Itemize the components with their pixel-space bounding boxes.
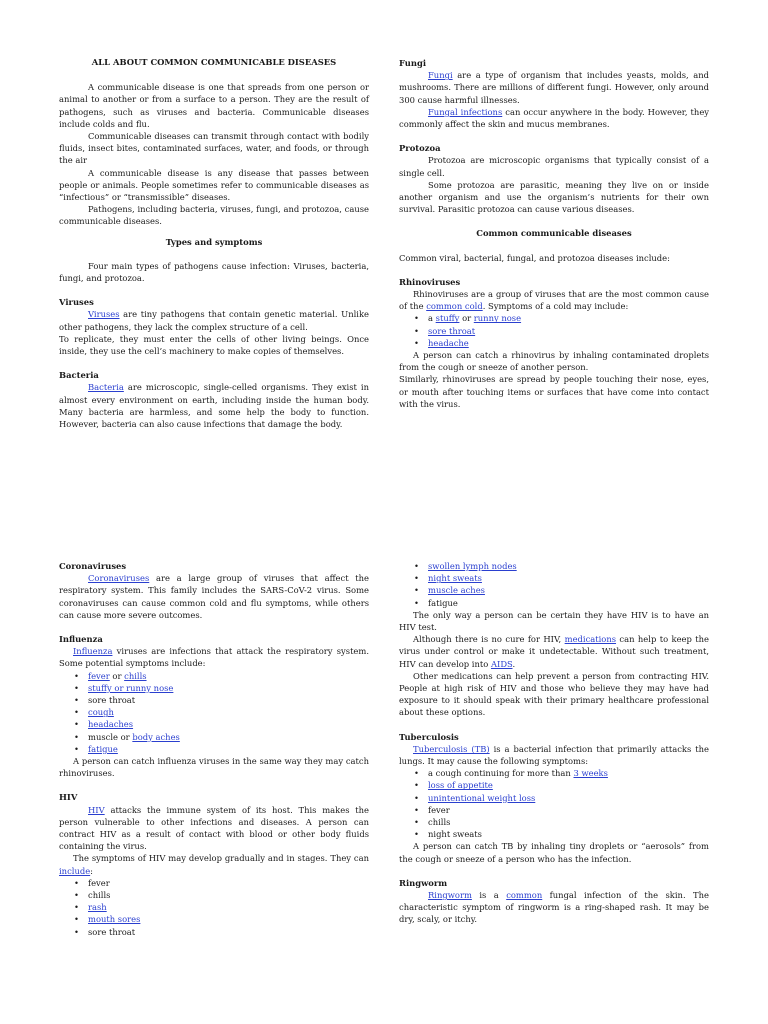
rhinoviruses-paragraph-2: A person can catch a rhinovirus by inhaling contaminated droplets from the cough or sneeze of another person. <box>399 350 709 373</box>
list-item <box>428 584 709 596</box>
viruses-paragraph: Viruses are tiny pathogens that contain genetic material. Unlike other pathogens, they lack the complex structure of a cell. <box>59 309 369 332</box>
list-item <box>88 743 369 755</box>
tuberculosis-link[interactable]: Tuberculosis (TB) <box>413 743 490 754</box>
list-item <box>88 901 369 913</box>
list-item: • chills <box>428 816 709 828</box>
viruses-heading: Viruses <box>59 297 94 308</box>
include-link[interactable]: include <box>59 865 91 876</box>
list-item: • muscle or body aches <box>88 731 369 743</box>
intro-paragraph-1: A communicable disease is one that spreads from one person or animal to another or from a surface to a person. They are the result of pathogens, such as viruses and bacteria. Communicable diseases include colds and flu. <box>59 82 369 129</box>
list-item: • a cough continuing for more than 3 weeks <box>428 767 709 779</box>
list-item <box>428 560 709 572</box>
list-item: • fever or chills <box>88 670 369 682</box>
influenza-link[interactable]: Influenza <box>73 646 113 657</box>
coronaviruses-paragraph: Coronaviruses are a large group of viruses that affect the respiratory system. This family includes the SARS-CoV-2 virus. Some coronaviruses can cause common cold and flu symptoms, while others can cause more severe outcomes. <box>59 573 369 620</box>
fungi-paragraph-2: Fungal infections can occur anywhere in the body. However, they commonly affect the skin and mucus membranes. <box>399 106 710 130</box>
bacteria-paragraph: Bacteria are microscopic, single-celled organisms. They exist in almost every environment on earth, including inside the human body. Many bacteria are harmless, and some help the body to function. However, bacteria can also cause infections that damage the body. <box>59 382 369 430</box>
sore-throat-link[interactable]: sore throat <box>428 325 476 336</box>
list-item <box>428 792 709 804</box>
hiv-paragraph-4: Although there is no cure for HIV, medications can help to keep the virus under control or make it undetectable. Without such treatment, HIV can develop into AIDS. <box>399 634 709 669</box>
list-item <box>428 337 709 349</box>
list-item <box>88 682 369 694</box>
coronaviruses-link[interactable]: Coronaviruses <box>88 573 150 584</box>
medications-link[interactable]: medications <box>564 634 617 645</box>
hiv-link[interactable]: HIV <box>88 804 105 815</box>
hiv-symptom-list-1 <box>59 877 369 938</box>
chills-link[interactable]: chills <box>124 670 147 681</box>
night-sweats-link[interactable]: night sweats <box>428 573 482 584</box>
hiv-paragraph-1: HIV attacks the immune system of its host. This makes the person vulnerable to other infections and diseases. A person can contract HIV as a result of contact with blood or other body fluids containing the virus. <box>59 804 369 852</box>
mouth-sores-link[interactable]: mouth sores <box>88 914 141 925</box>
list-item: • chills <box>88 889 369 901</box>
list-item <box>428 572 709 584</box>
protozoa-heading: Protozoa <box>399 143 441 154</box>
list-item: • night sweats <box>428 828 709 840</box>
tb-symptom-list <box>399 767 709 840</box>
types-paragraph: Four main types of pathogens cause infection: Viruses, bacteria, fungi, and protozoa. <box>59 260 369 284</box>
ringworm-paragraph: Ringworm is a common fungal infection of the skin. The characteristic symptom of ringworm is a ring-shaped rash. It may be dry, scaly, or itchy. <box>399 890 709 925</box>
headaches-link[interactable]: headaches <box>88 719 134 730</box>
list-item: • a stuffy or runny nose <box>428 312 709 324</box>
hiv-paragraph-3: The only way a person can be certain they have HIV is to have an HIV test. <box>399 609 709 633</box>
bacteria-link[interactable]: Bacteria <box>88 382 124 393</box>
influenza-paragraph-2: A person can catch influenza viruses in the same way they may catch rhinoviruses. <box>59 756 369 779</box>
list-item <box>428 325 709 337</box>
influenza-symptom-list <box>59 670 369 755</box>
list-item: • fatigue <box>428 597 709 609</box>
intro-paragraph-4: Pathogens, including bacteria, viruses, fungi, and protozoa, cause communicable diseases. <box>59 204 369 227</box>
list-item <box>88 706 369 718</box>
three-weeks-link[interactable]: 3 weeks <box>573 768 608 779</box>
ringworm-heading: Ringworm <box>399 877 448 888</box>
stuffy-link[interactable]: stuffy <box>435 313 460 324</box>
hiv-paragraph-5: Other medications can help prevent a person from contracting HIV. People at high risk of HIV and those who believe they may have had exposure to it should speak with their primary healthcare professional about these options. <box>399 670 709 718</box>
common-cold-link[interactable]: common cold <box>426 301 483 312</box>
body-aches-link[interactable]: body aches <box>132 731 180 742</box>
aids-link[interactable]: AIDS <box>490 658 513 669</box>
muscle-aches-link[interactable]: muscle aches <box>428 585 485 596</box>
ringworm-link[interactable]: Ringworm <box>428 890 472 901</box>
document-title: ALL ABOUT COMMON COMMUNICABLE DISEASES <box>91 57 337 67</box>
runny-nose-link[interactable]: runny nose <box>473 313 522 324</box>
column-top-left <box>59 56 369 430</box>
headache-link[interactable]: headache <box>428 337 469 348</box>
rhinoviruses-heading: Rhinoviruses <box>399 276 461 287</box>
list-item: • sore throat <box>88 926 369 938</box>
tuberculosis-paragraph-1: Tuberculosis (TB) is a bacterial infection that primarily attacks the lungs. It may cause the following symptoms: <box>399 743 709 767</box>
viruses-link[interactable]: Viruses <box>88 309 120 320</box>
common-diseases-heading: Common communicable diseases <box>476 228 632 239</box>
fungi-paragraph-1: Fungi are a type of organism that includes yeasts, molds, and mushrooms. There are millions of different fungi. However, only around 300 cause harmful illnesses. <box>399 70 709 105</box>
list-item <box>428 779 709 791</box>
common-diseases-paragraph: Common viral, bacterial, fungal, and protozoa diseases include: <box>399 252 670 263</box>
list-item <box>88 913 369 925</box>
protozoa-paragraph-1: Protozoa are microscopic organisms that typically consist of a single cell. <box>399 155 709 178</box>
list-item: • sore throat <box>88 694 369 706</box>
rhinoviruses-paragraph-1: Rhinoviruses are a group of viruses that are the most common cause of the common cold. Symptoms of a cold may include: <box>399 289 709 312</box>
influenza-paragraph-1: Influenza viruses are infections that attack the respiratory system. Some potential symptoms include: <box>59 646 369 669</box>
column-bottom-left <box>59 560 369 938</box>
rhinoviruses-paragraph-3: Similarly, rhinoviruses are spread by people touching their nose, eyes, or mouth after touching items or surfaces that have come into contact with the virus. <box>399 374 709 409</box>
protozoa-paragraph-2: Some protozoa are parasitic, meaning they live on or inside another organism and use the organism’s nutrients for their own survival. Parasitic protozoa can cause various diseases. <box>399 179 709 215</box>
coronaviruses-heading: Coronaviruses <box>59 561 127 571</box>
swollen-lymph-nodes-link[interactable]: swollen lymph nodes <box>428 561 517 571</box>
tuberculosis-heading: Tuberculosis <box>399 731 459 742</box>
hiv-heading: HIV <box>59 792 78 803</box>
fungi-link[interactable]: Fungi <box>428 70 453 81</box>
hiv-paragraph-2: The symptoms of HIV may develop gradually and in stages. They can include: <box>59 853 369 876</box>
column-top-right <box>399 57 709 410</box>
loss-of-appetite-link[interactable]: loss of appetite <box>428 780 493 791</box>
types-heading: Types and symptoms <box>165 236 263 247</box>
common-link[interactable]: common <box>506 890 543 901</box>
list-item: • fever <box>88 877 369 889</box>
intro-paragraph-3: A communicable disease is any disease that passes between people or animals. People sometimes refer to communicable diseases as “infectious” or “transmissible” diseases. <box>59 167 369 203</box>
list-item: • fever <box>428 804 709 816</box>
column-bottom-right <box>399 560 709 926</box>
fever-link[interactable]: fever <box>88 670 110 681</box>
fatigue-link[interactable]: fatigue <box>88 743 118 754</box>
influenza-heading: Influenza <box>59 634 103 645</box>
rash-link[interactable]: rash <box>88 902 107 913</box>
intro-paragraph-2: Communicable diseases can transmit through contact with bodily fluids, insect bites, contaminated surfaces, water, and foods, or through the air <box>59 131 369 166</box>
bacteria-heading: Bacteria <box>59 370 99 381</box>
fungi-heading: Fungi <box>399 58 427 68</box>
tuberculosis-paragraph-2: A person can catch TB by inhaling tiny droplets or “aerosols” from the cough or sneeze of a person who has the infection. <box>399 841 709 864</box>
list-item <box>88 718 369 730</box>
fungal-infections-link[interactable]: Fungal infections <box>428 106 503 117</box>
weight-loss-link[interactable]: unintentional weight loss <box>428 792 536 803</box>
cough-link[interactable]: cough <box>88 707 114 718</box>
stuffy-runny-nose-link[interactable]: stuffy or runny nose <box>88 682 174 693</box>
rhinovirus-symptom-list <box>399 312 709 349</box>
viruses-paragraph-2: To replicate, they must enter the cells of other living beings. Once inside, they use the cell’s machinery to make copies of themselves. <box>59 333 369 357</box>
hiv-symptom-list-2 <box>399 560 709 609</box>
